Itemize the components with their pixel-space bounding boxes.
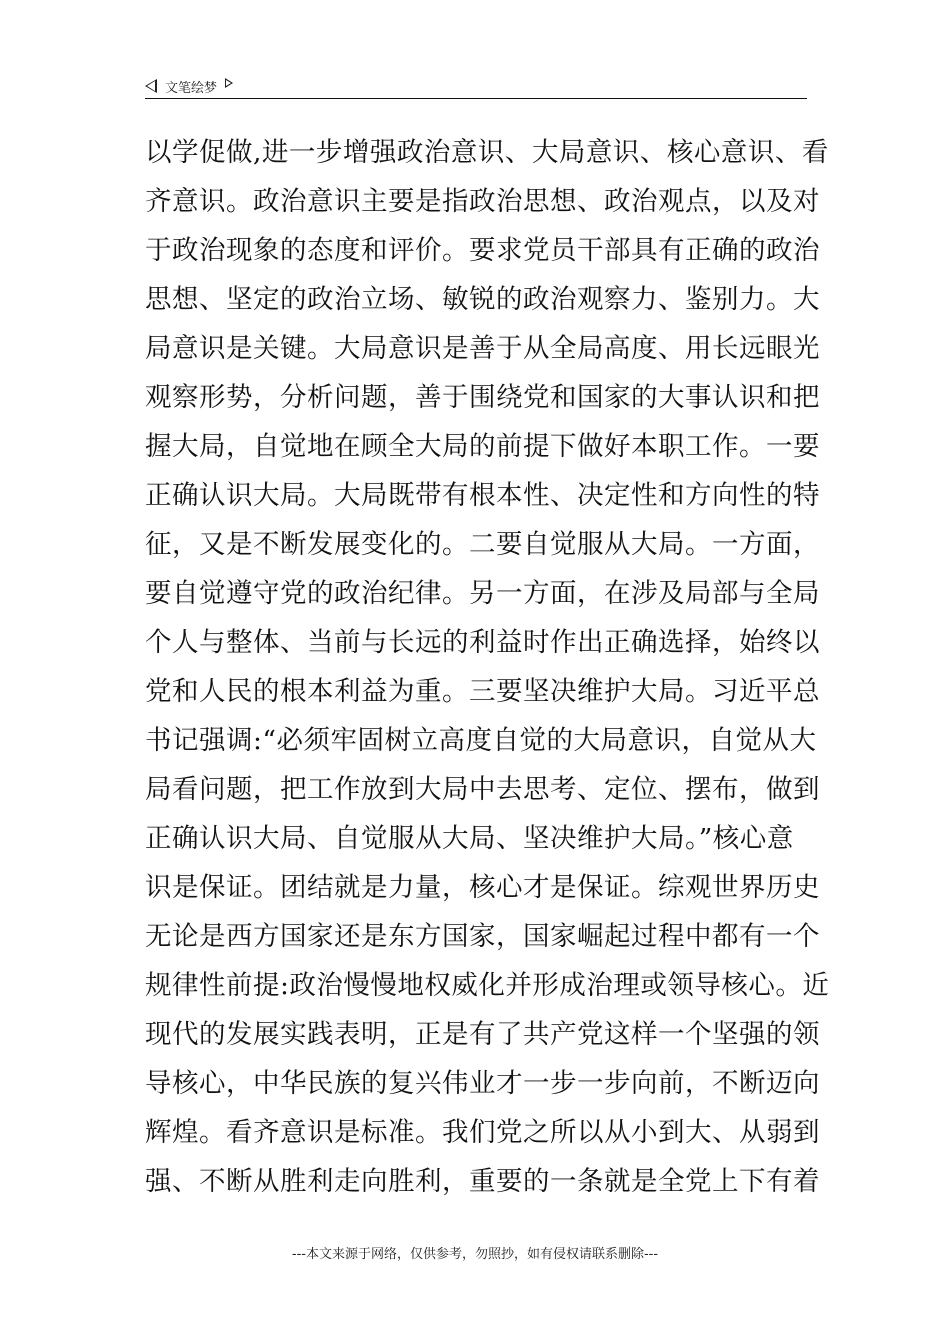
text-line: 书记强调:“必须牢固树立高度自觉的大局意识，自觉从大 (145, 725, 817, 756)
text-line: 握大局，自觉地在顾全大局的前提下做好本职工作。一要 (145, 431, 820, 462)
body-text (145, 128, 830, 1206)
footer-disclaimer: ---本文来源于网络，仅供参考，勿照抄，如有侵权请联系删除--- (291, 1247, 659, 1262)
text-line: 于政治现象的态度和评价。要求党员干部具有正确的政治 (145, 235, 820, 266)
text-line: 辉煌。看齐意识是标准。我们党之所以从小到大、从弱到 (145, 1117, 820, 1148)
text-line: 局看问题，把工作放到大局中去思考、定位、摆布，做到 (145, 774, 820, 805)
text-line: 思想、坚定的政治立场、敏锐的政治观察力、鉴别力。大 (145, 284, 820, 315)
text-line: 强、不断从胜利走向胜利，重要的一条就是全党上下有着 (145, 1166, 820, 1197)
text-line: 现代的发展实践表明，正是有了共产党这样一个坚强的领 (145, 1019, 820, 1050)
triangle-right-icon (225, 78, 233, 88)
text-line: 党和人民的根本利益为重。三要坚决维护大局。习近平总 (145, 676, 820, 707)
triangle-left-icon (145, 79, 157, 93)
text-line: 导核心，中华民族的复兴伟业才一步一步向前，不断迈向 (145, 1068, 820, 1099)
text-line: 齐意识。政治意识主要是指政治思想、政治观点，以及对 (145, 186, 820, 217)
text-line: 识是保证。团结就是力量，核心才是保证。综观世界历史 (145, 872, 820, 903)
text-line: 观察形势，分析问题，善于围绕党和国家的大事认识和把 (145, 382, 820, 413)
text-line: 要自觉遵守党的政治纪律。另一方面，在涉及局部与全局 (145, 578, 820, 609)
page-header (145, 74, 807, 98)
text-line: 局意识是关键。大局意识是善于从全局高度、用长远眼光 (145, 333, 820, 364)
text-line: 以学促做,进一步增强政治意识、大局意识、核心意识、看 (145, 137, 829, 168)
text-line: 正确认识大局、自觉服从大局、坚决维护大局。”核心意 (145, 823, 794, 854)
text-line: 征，又是不断发展变化的。二要自觉服从大局。一方面， (145, 529, 820, 560)
text-line: 个人与整体、当前与长远的利益时作出正确选择，始终以 (145, 627, 820, 658)
text-line: 无论是西方国家还是东方国家，国家崛起过程中都有一个 (145, 921, 820, 952)
header-divider (145, 98, 807, 99)
text-line: 正确认识大局。大局既带有根本性、决定性和方向性的特 (145, 480, 820, 511)
text-line: 规律性前提:政治慢慢地权威化并形成治理或领导核心。近 (145, 970, 830, 1001)
header-title: 文笔绘梦 (165, 80, 218, 96)
